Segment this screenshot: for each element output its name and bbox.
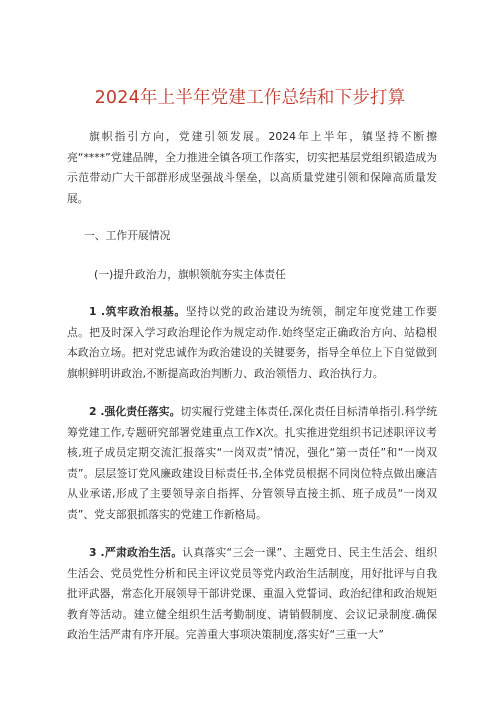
item-1-body: 坚持以党的政治建设为统领，制定年度党建工作要点。把及时深入学习政治理论作为规定动作.始终坚定正确政治方向、站稳根本政治立场。把对党忠诚作为政治建设的关键要务，指导全单位上下自觉做到旗帜鲜明讲政治,不断提高政治判断力、政治领悟力、政治执行力。 (67, 305, 438, 380)
item-3-body: 认真落实“三会一课”、主题党日、民主生活会、组织生活会、党员党性分析和民主评议党员等党内政治生活制度，用好批评与自我批评武器，常态化开展领导干部讲党课、重温入党誓词、政治纪律和政治规矩教育等活动。建立健全组织生活考勤制度、请销假制度、会议记录制度.确保政治生活严肃有序开展。完善重大事项决策制度,落实好“三重一大” (67, 546, 437, 641)
item-3-lead: 3 .严肃政治生活。 (89, 546, 183, 559)
subsection-heading-political-power: (一)提升政治力，旗帜领航夯实主体责任 (94, 268, 286, 281)
item-2-body: 切实履行党建主体责任,深化责任目标清单指引.科学统筹党建工作,专题研究部署党建重点工作X次。扎实推进党组织书记述职评议考核,班子成员定期交流汇报落实“一岗双责”情况，强化“第一责任”和“一岗双责”。层层签订党风廉政建设目标责任书,全体党员根据不同岗位特点做出廉洁从业承诺,形成了主要领导亲自指挥、分管领导直接主抓、班子成员“一岗双责”、党支部狠抓落实的党建工作新格局。 (67, 405, 437, 521)
document-title: 2024年上半年党建工作总结和下步打算 (94, 88, 406, 108)
item-2-lead: 2 .强化责任落实。 (89, 405, 181, 418)
item-paragraph-1 (67, 302, 437, 384)
section-heading-work-status: 一、工作开展情况 (84, 229, 171, 242)
item-paragraph-3 (67, 543, 437, 646)
item-paragraph-2 (67, 402, 437, 525)
item-1-lead: 1 .筑牢政治根基。 (89, 305, 186, 318)
intro-paragraph: 旗帜指引方向，党建引领发展。2024年上半年，镇坚持不断擦亮“****”党建品牌，全力推进全镇各项工作落实，切实把基层党组织锻造成为示范带动广大干部群形成坚强战斗堡垒，以高质量党建引领和保障高质量发展。 (67, 130, 437, 205)
